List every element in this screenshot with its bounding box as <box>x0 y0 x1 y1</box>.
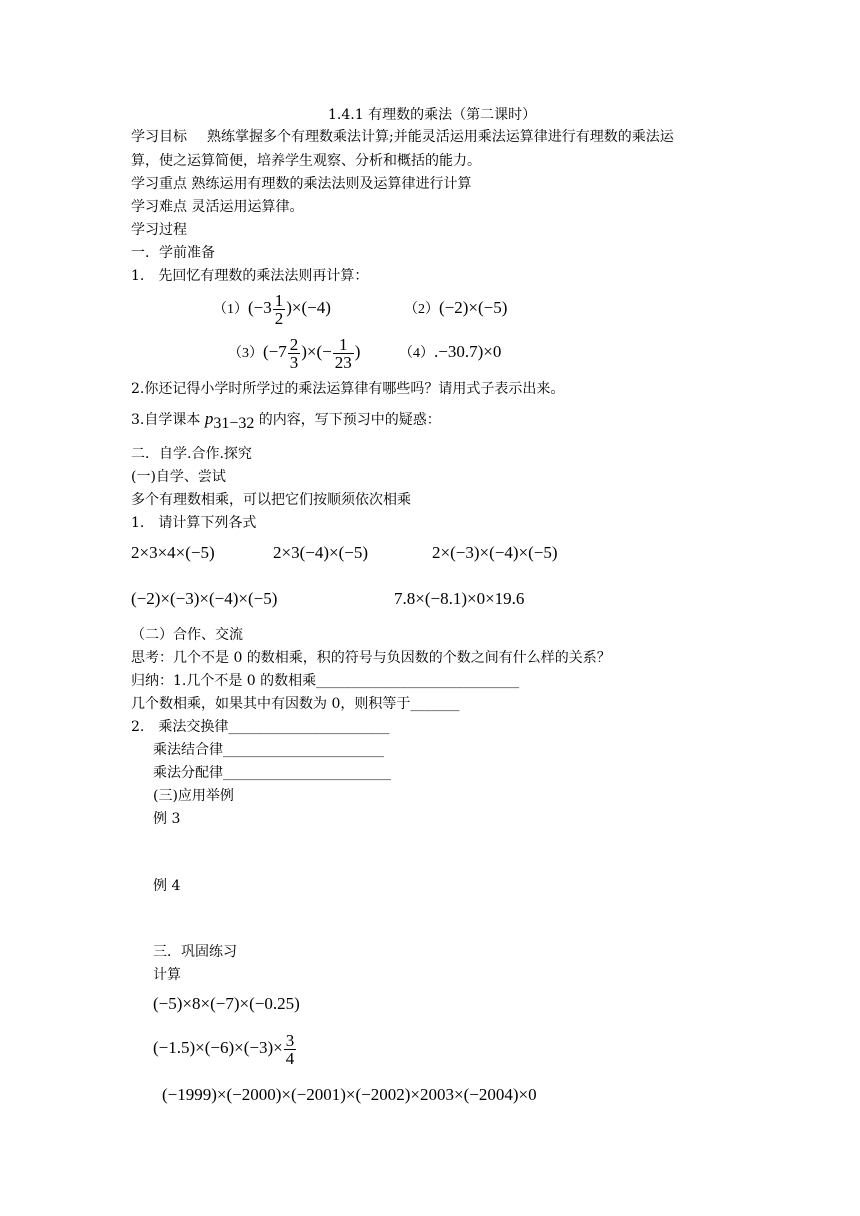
expr-3-label: （3） <box>228 346 263 361</box>
expr-3-mid: )×(− <box>301 342 332 361</box>
fraction-1-denominator: 2 <box>274 308 284 328</box>
objective-line-1 <box>131 128 674 146</box>
calc-3: 2×(−3)×(−4)×(−5) <box>432 543 558 562</box>
fraction-practice-numerator: 3 <box>285 1030 295 1050</box>
calc-title: 1. 请计算下列各式 <box>131 515 257 531</box>
fraction-1 <box>273 292 286 327</box>
section-1-heading: 一．学前准备 <box>131 245 215 261</box>
fraction-3b-denominator: 23 <box>334 352 352 372</box>
difficulty: 学习难点 灵活运用运算律。 <box>131 199 304 215</box>
multi-rule: 多个有理数相乘，可以把它们按顺须依次相乘 <box>131 492 411 508</box>
question-2: 2.你还记得小学时所学过的乘法运算律有哪些吗？请用式子表示出来。 <box>131 381 565 397</box>
objective-text: 熟练掌握多个有理数乘法计算;并能灵活运用乘法运算律进行有理数的乘法运 <box>207 129 674 145</box>
expr-4 <box>399 334 501 372</box>
calc-4: (−2)×(−3)×(−4)×(−5) <box>131 589 278 608</box>
subsection-1: (一)自学、尝试 <box>131 469 226 485</box>
question-3-post: 的内容，写下预习中的疑惑： <box>258 412 441 428</box>
subsection-3: (三)应用举例 <box>153 788 234 804</box>
section-3-heading: 三．巩固练习 <box>153 944 237 960</box>
expr-3-post: ) <box>354 342 361 361</box>
expr-2-label: （2） <box>404 302 439 317</box>
expr-2-body: (−2)×(−5) <box>439 298 508 317</box>
expr-2 <box>404 290 507 328</box>
law-distributive: 乘法分配律________________________ <box>153 765 391 781</box>
practice-1: (−5)×8×(−7)×(−0.25) <box>153 994 300 1013</box>
expr-3-pre: (−7 <box>263 342 287 361</box>
fraction-1-numerator: 1 <box>274 290 284 310</box>
calc-1: 2×3×4×(−5) <box>131 543 215 562</box>
fraction-3b-numerator: 1 <box>333 336 354 354</box>
practice-3: (−1999)×(−2000)×(−2001)×(−2002)×2003×(−2004)×0 <box>162 1085 537 1104</box>
objective-line-2: 算，使之运算简便，培养学生观察、分析和概括的能力。 <box>131 153 481 169</box>
practice-2-pre: (−1.5)×(−6)×(−3)× <box>153 1038 283 1057</box>
fraction-3b <box>333 336 354 371</box>
expr-1-post: )×(−4) <box>286 298 331 317</box>
zero-rule: 几个数相乘，如果其中有因数为 0，则积等于_______ <box>131 696 460 712</box>
induce-line: 归纳：1.几个不是 0 的数相乘_____________________________ <box>131 673 520 689</box>
compute-label: 计算 <box>153 967 181 983</box>
calc-2: 2×3(−4)×(−5) <box>273 543 368 562</box>
think-question: 思考：几个不是 0 的数相乘，积的符号与负因数的个数之间有什么样的关系？ <box>131 650 611 666</box>
page-symbol: p <box>204 409 214 428</box>
fraction-3a-denominator: 3 <box>289 352 299 372</box>
fraction-3a-numerator: 2 <box>289 334 299 354</box>
expr-1-pre: (−3 <box>248 298 272 317</box>
key-point: 学习重点 熟练运用有理数的乘法法则及运算律进行计算 <box>131 176 472 192</box>
expr-1 <box>213 290 331 328</box>
fraction-practice <box>284 1032 297 1067</box>
question-3 <box>131 409 441 434</box>
question-3-pre: 3.自学课本 <box>131 412 201 428</box>
calc-5: 7.8×(−8.1)×0×19.6 <box>394 589 525 608</box>
expr-3 <box>228 334 360 372</box>
law-associative: 乘法结合律_______________________ <box>153 742 384 758</box>
fraction-practice-denominator: 4 <box>285 1048 295 1068</box>
page-title: 1.4.1 有理数的乘法（第二课时） <box>328 107 537 123</box>
objective-label: 学习目标 <box>131 129 187 145</box>
subsection-2: （二）合作、交流 <box>131 627 243 643</box>
expr-4-body: .−30.7)×0 <box>434 342 502 361</box>
process-heading: 学习过程 <box>131 222 187 238</box>
fraction-3a <box>288 336 301 371</box>
practice-2 <box>153 1030 297 1067</box>
law-commutative: 2. 乘法交换律_______________________ <box>131 719 390 735</box>
expr-4-label: （4） <box>399 346 434 361</box>
example-3: 例 3 <box>153 811 181 827</box>
example-4: 例 4 <box>153 878 181 894</box>
question-1: 1. 先回忆有理数的乘法法则再计算： <box>131 268 369 284</box>
page-range: 31−32 <box>213 414 255 432</box>
expr-1-label: （1） <box>213 302 248 317</box>
section-2-heading: 二．自学.合作.探究 <box>131 446 252 462</box>
